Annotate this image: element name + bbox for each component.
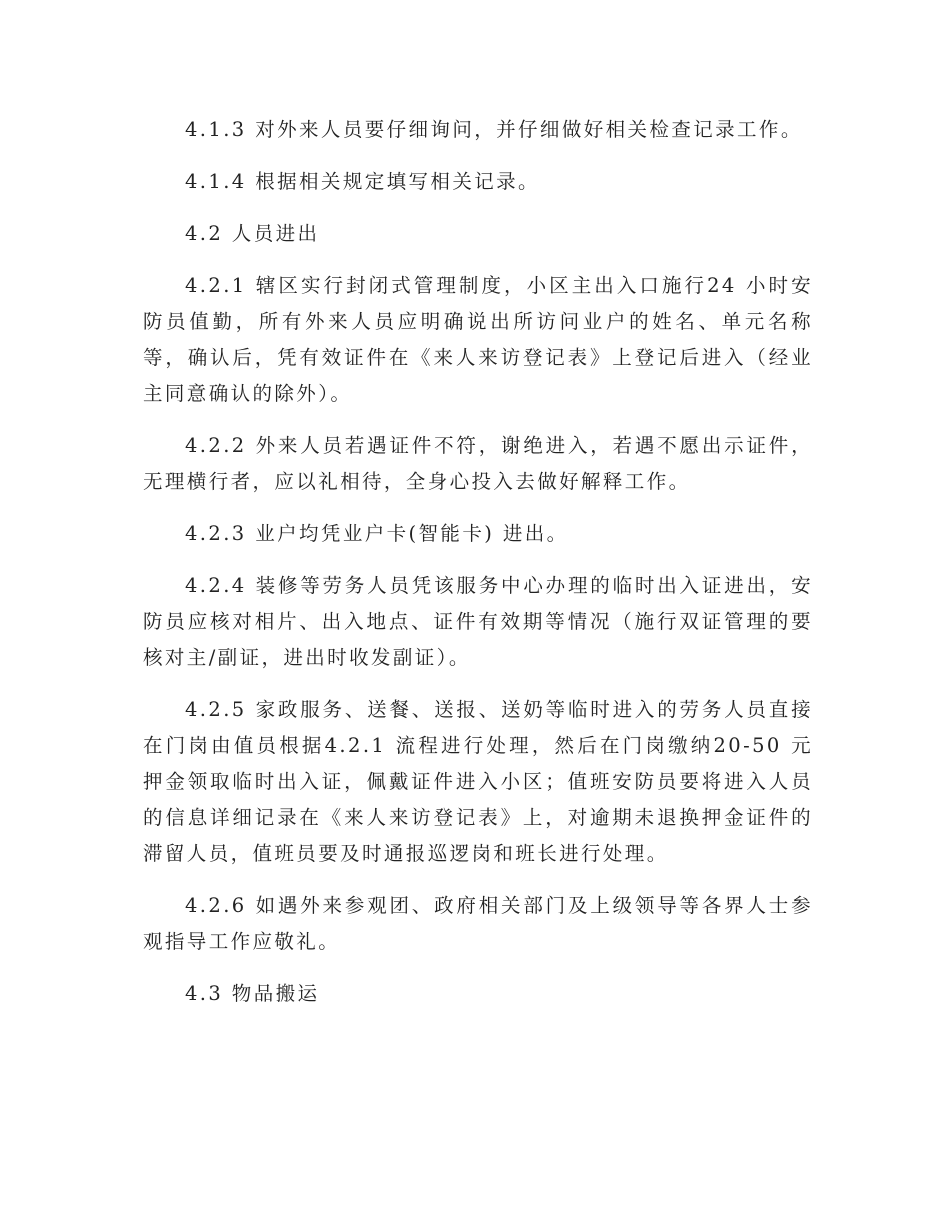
document-body bbox=[143, 112, 813, 1028]
paragraph-4-2-2: 4.2.2 外来人员若遇证件不符，谢绝进入，若遇不愿出示证件，无理横行者，应以礼相待，全身心投入去做好解释工作。 bbox=[143, 434, 813, 493]
section-heading-4-2: 4.2 人员进出 bbox=[185, 222, 320, 245]
paragraph-4-1-3: 4.1.3 对外来人员要仔细询问，并仔细做好相关检查记录工作。 bbox=[185, 118, 803, 141]
paragraph-4-2-1: 4.2.1 辖区实行封闭式管理制度，小区主出入口施行24 小时安防员值勤，所有外来人员应明确说出所访问业户的姓名、单元名称等，确认后，凭有效证件在《来人来访登记表》上登记后进入（经业主同意确认的除外）。 bbox=[143, 274, 813, 405]
section-heading-4-3: 4.3 物品搬运 bbox=[185, 982, 320, 1005]
paragraph-4-2-4: 4.2.4 装修等劳务人员凭该服务中心办理的临时出入证进出，安防员应核对相片、出入地点、证件有效期等情况（施行双证管理的要核对主/副证，进出时收发副证）。 bbox=[143, 574, 813, 669]
paragraph-4-2-6: 4.2.6 如遇外来参观团、政府相关部门及上级领导等各界人士参观指导工作应敬礼。 bbox=[143, 894, 813, 953]
paragraph-4-2-3: 4.2.3 业户均凭业户卡(智能卡) 进出。 bbox=[185, 522, 569, 545]
paragraph-4-2-5: 4.2.5 家政服务、送餐、送报、送奶等临时进入的劳务人员直接在门岗由值员根据4.2.1 流程进行处理，然后在门岗缴纳20-50 元押金领取临时出入证，佩戴证件进入小区；值班安防员要将进入人员的信息详细记录在《来人来访登记表》上，对逾期未退换押金证件的滞留人员，值班员要及时通报巡逻岗和班长进行处理。 bbox=[143, 698, 813, 865]
paragraph-4-1-4: 4.1.4 根据相关规定填写相关记录。 bbox=[185, 170, 540, 193]
